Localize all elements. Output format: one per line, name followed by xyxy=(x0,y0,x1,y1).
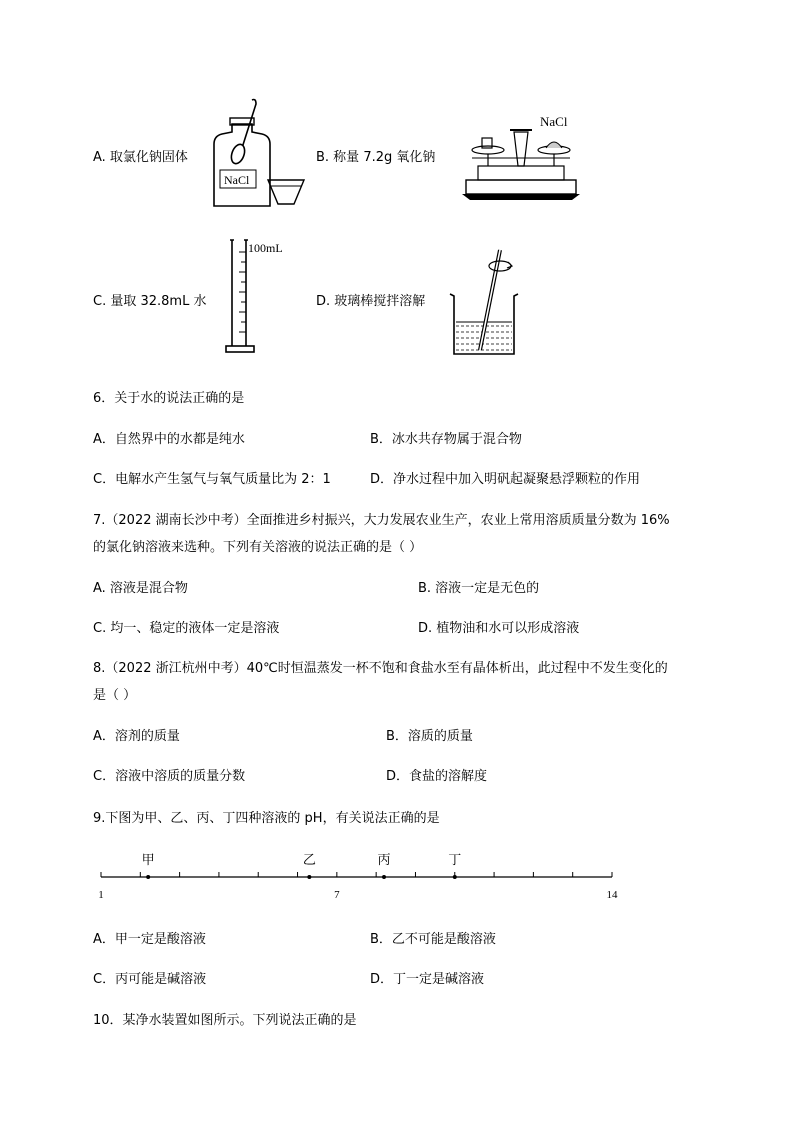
q6-option-d: D．净水过程中加入明矾起凝聚悬浮颗粒的作用 xyxy=(370,472,641,487)
q5-option-d: D. 玻璃棒搅拌溶解 xyxy=(316,294,426,309)
beaker-stirring-figure xyxy=(444,246,524,358)
ph-point-label-2: 丙 xyxy=(377,852,391,867)
q7-option-a: A. 溶液是混合物 xyxy=(93,581,188,596)
ph-point-label-0: 甲 xyxy=(141,852,155,867)
q8-option-a: A．溶剂的质量 xyxy=(93,729,180,744)
q7-option-b: B. 溶液一定是无色的 xyxy=(418,581,540,596)
ph-point-1 xyxy=(307,875,311,879)
balance-figure xyxy=(458,112,588,202)
reagent-bottle-figure xyxy=(206,96,306,211)
ph-point-3 xyxy=(453,875,457,879)
q10-stem: 10．某净水装置如图所示。下列说法正确的是 xyxy=(93,1013,357,1028)
q8-option-c: C．溶液中溶质的质量分数 xyxy=(93,769,246,784)
q9-stem: 9.下图为甲、乙、丙、丁四种溶液的 pH，有关说法正确的是 xyxy=(93,811,440,826)
q9-option-d: D．丁一定是碱溶液 xyxy=(370,972,485,987)
q7-option-d: D. 植物油和水可以形成溶液 xyxy=(418,621,580,636)
q5-option-b: B. 称量 7.2g 氧化钠 xyxy=(316,150,436,165)
q9-option-c: C．丙可能是碱溶液 xyxy=(93,972,207,987)
ph-mid-label: 7 xyxy=(334,889,340,901)
q8-stem-line2: 是（ ） xyxy=(93,688,137,703)
q5-option-a: A. 取氯化钠固体 xyxy=(93,150,188,165)
q6-option-c: C．电解水产生氢气与氧气质量比为 2：1 xyxy=(93,472,331,487)
q7-option-c: C. 均一、稳定的液体一定是溶液 xyxy=(93,621,280,636)
ph-point-2 xyxy=(382,875,386,879)
balance-label: NaCl xyxy=(540,114,568,129)
ph-point-0 xyxy=(146,875,150,879)
ph-point-label-3: 丁 xyxy=(448,852,462,867)
q6-option-a: A．自然界中的水都是纯水 xyxy=(93,432,245,447)
ph-max-label: 14 xyxy=(606,889,618,901)
q7-stem-line2: 的氯化钠溶液来选种。下列有关溶液的说法正确的是（ ） xyxy=(93,540,423,555)
q7-stem-line1: 7.（2022 湖南长沙中考）全面推进乡村振兴，大力发展农业生产，农业上常用溶质质量分数为 16% xyxy=(93,513,670,528)
ph-point-label-1: 乙 xyxy=(302,852,316,867)
ph-scale-figure xyxy=(0,845,794,905)
q8-option-d: D．食盐的溶解度 xyxy=(386,769,488,784)
cylinder-label: 100mL xyxy=(248,241,283,255)
q6-stem: 6．关于水的说法正确的是 xyxy=(93,391,245,406)
q9-option-a: A．甲一定是酸溶液 xyxy=(93,932,206,947)
ph-min-label: 1 xyxy=(98,889,104,901)
q8-stem-line1: 8.（2022 浙江杭州中考）40℃时恒温蒸发一杯不饱和食盐水至有晶体析出，此过程中不发生变化的 xyxy=(93,661,668,676)
q6-option-b: B．冰水共存物属于混合物 xyxy=(370,432,522,447)
q8-option-b: B．溶质的质量 xyxy=(386,729,473,744)
graduated-cylinder-figure xyxy=(222,238,302,358)
bottle-label: NaCl xyxy=(224,173,250,187)
q9-option-b: B．乙不可能是酸溶液 xyxy=(370,932,496,947)
q5-option-c: C. 量取 32.8mL 水 xyxy=(93,294,207,309)
